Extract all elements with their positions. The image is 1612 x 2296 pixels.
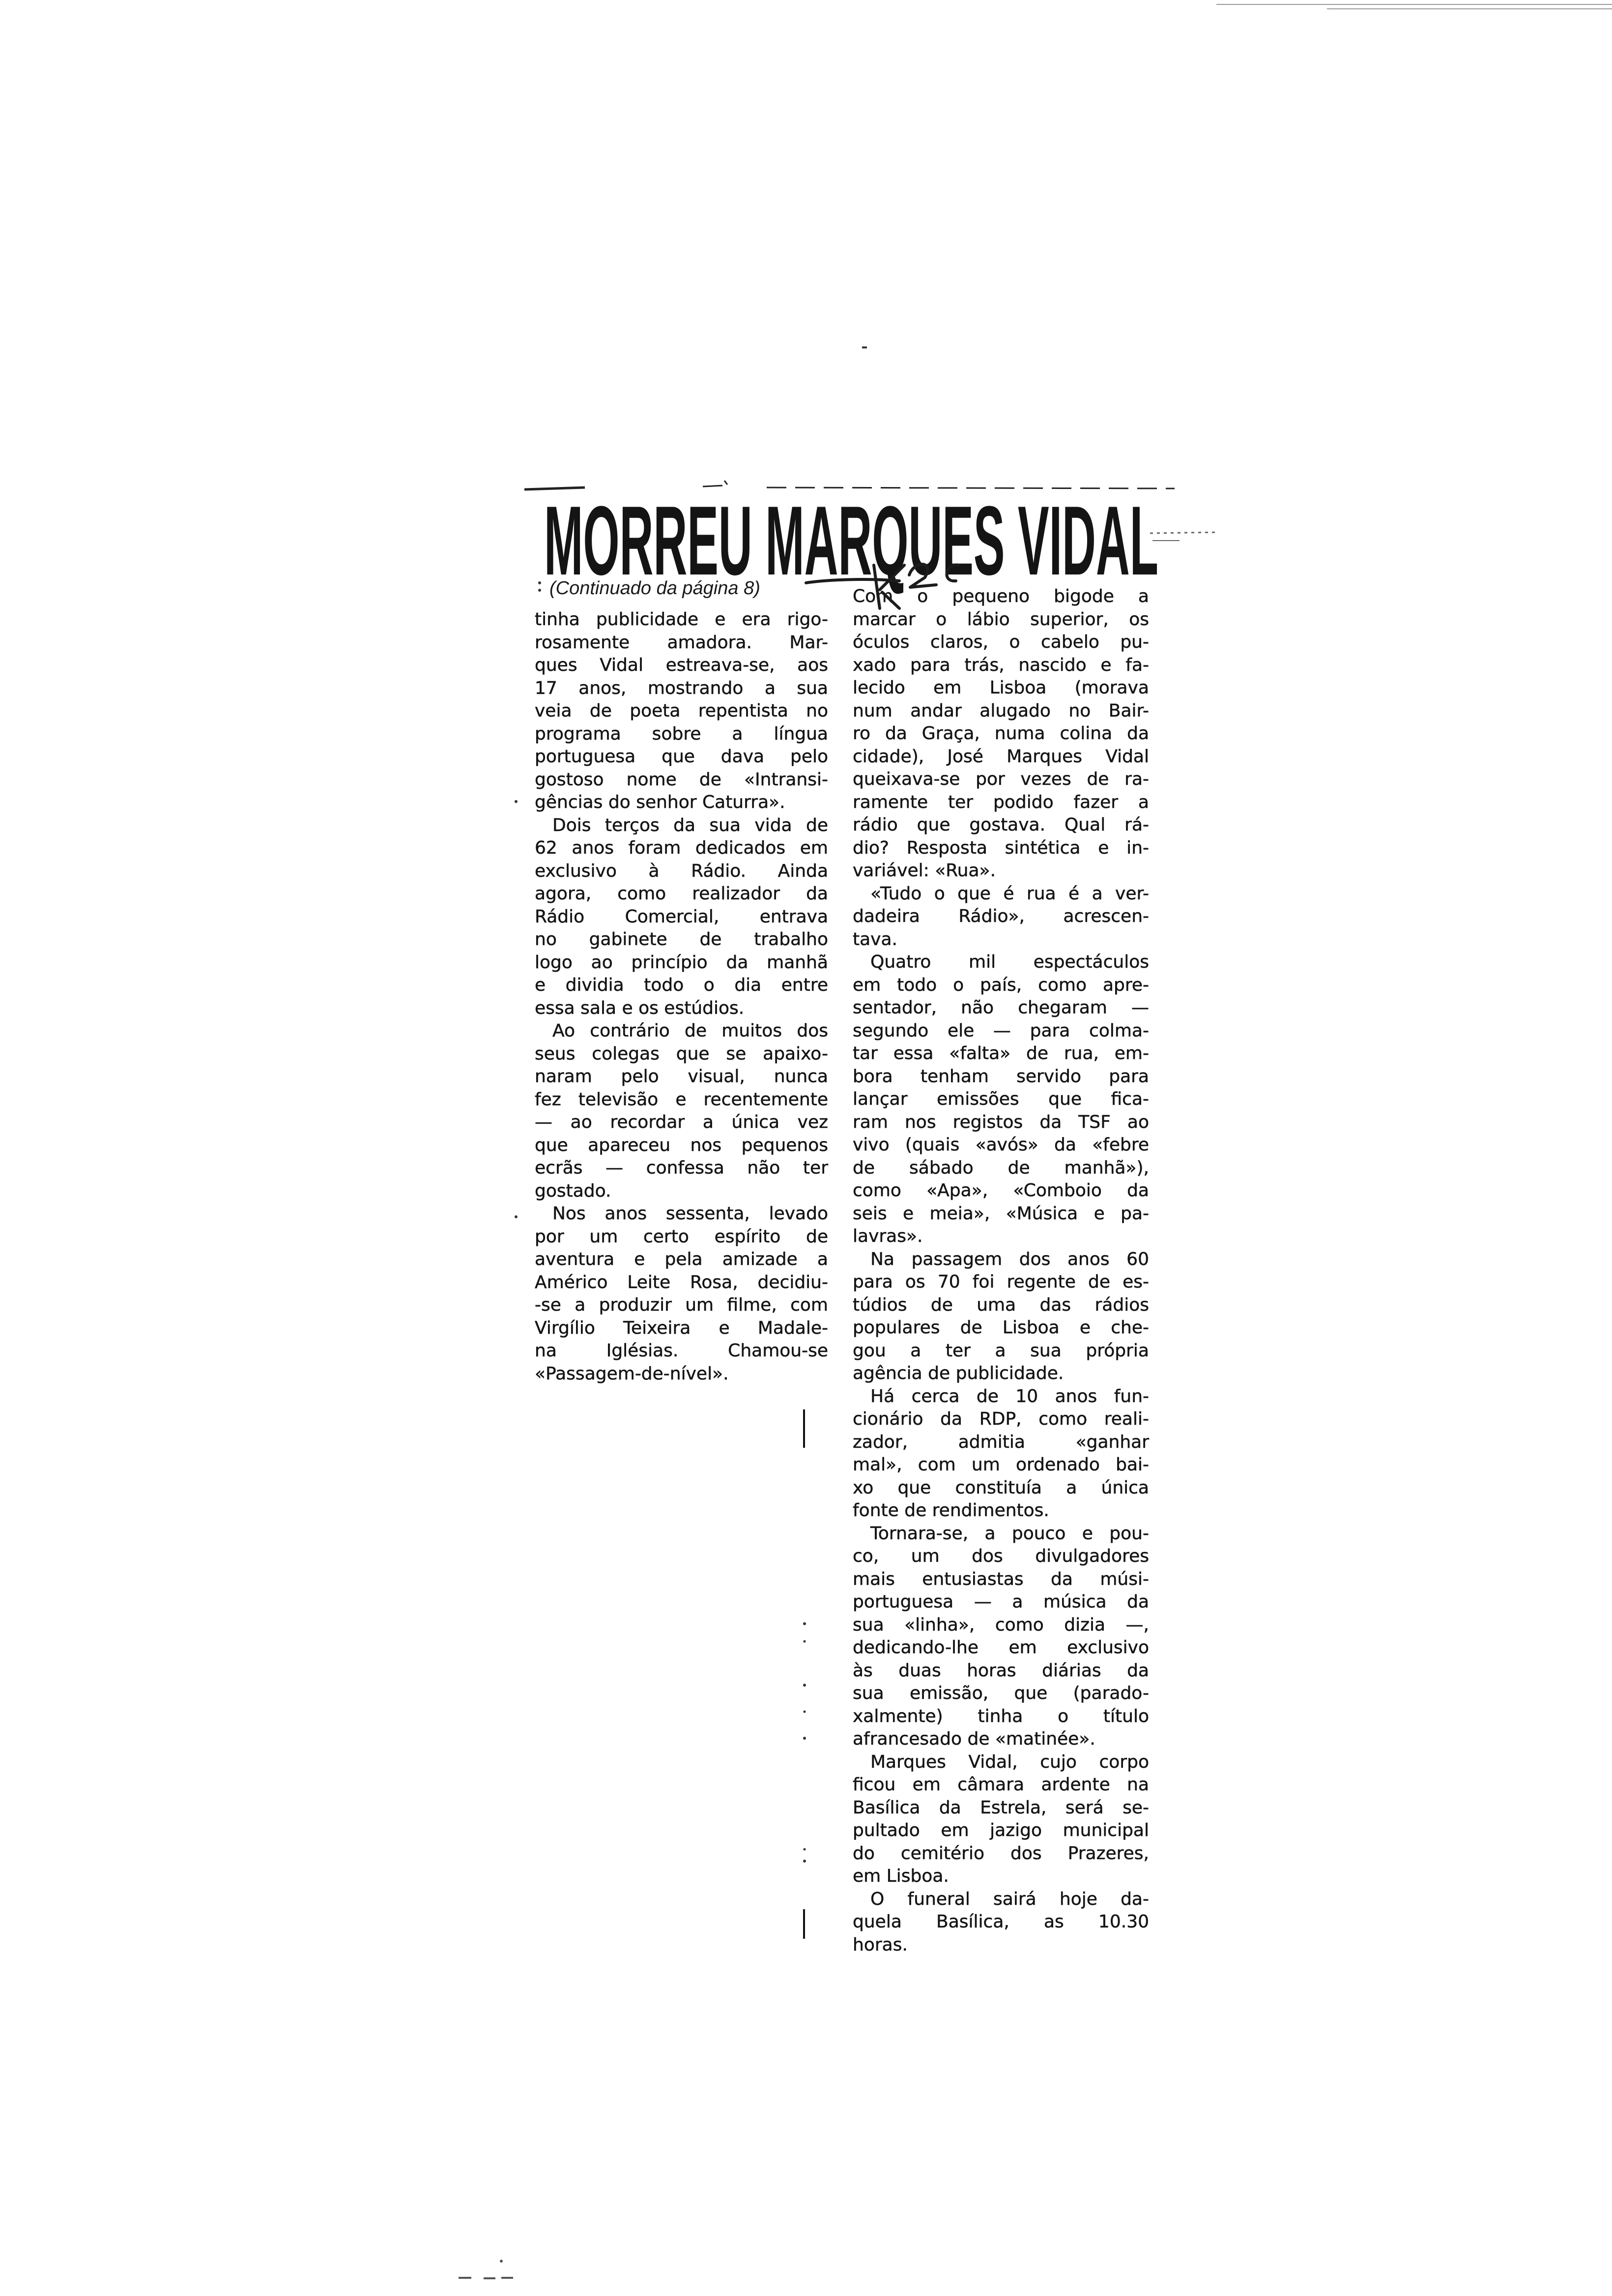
text-line: cidade), José Marques Vidal — [853, 746, 1149, 767]
text-line: xo que constituía a única — [853, 1477, 1149, 1498]
text-line: afrancesado de «matinée». — [853, 1729, 1095, 1749]
text-line: essa sala e os estúdios. — [535, 998, 745, 1018]
text-line: segundo ele — para colma- — [853, 1020, 1149, 1041]
text-line: ro da Graça, numa colina da — [853, 723, 1149, 744]
text-line: ficou em câmara ardente na — [853, 1775, 1149, 1795]
text-line: cionário da RDP, como reali- — [853, 1409, 1149, 1429]
text-line: ram nos registos da TSF ao — [853, 1112, 1149, 1132]
text-line: num andar alugado no Bair- — [853, 700, 1149, 721]
headline-text: MORREU MARQUES VIDAL — [544, 486, 1158, 596]
text-line: agência de publicidade. — [853, 1363, 1064, 1383]
text-line: bora tenham servido para — [853, 1066, 1149, 1087]
paragraph — [853, 1888, 1149, 1957]
text-line: veia de poeta repentista no — [535, 701, 828, 721]
paragraph — [853, 1248, 1149, 1385]
text-line: queixava-se por vezes de ra- — [853, 769, 1149, 789]
paragraph — [853, 1751, 1149, 1888]
text-line: marcar o lábio superior, os — [853, 609, 1149, 630]
text-line: programa sobre a língua — [535, 723, 828, 744]
text-line: sentador, não chegaram — — [853, 998, 1149, 1018]
text-line: fez televisão e recentemente — [535, 1089, 828, 1110]
text-line: sua emissão, que (parado- — [853, 1683, 1149, 1703]
text-line: ecrãs — confessa não ter — [535, 1158, 828, 1178]
text-line: seus colegas que se apaixo- — [535, 1043, 828, 1064]
text-line: e dividia todo o dia entre — [535, 975, 828, 995]
text-line: agora, como realizador da — [535, 884, 828, 904]
text-line: zador, admitia «ganhar — [853, 1432, 1149, 1452]
text-line: lançar emissões que fica- — [853, 1089, 1149, 1109]
text-line: «Passagem-de-nível». — [535, 1363, 729, 1384]
text-line: — ao recordar a única vez — [535, 1112, 828, 1132]
text-line: dio? Resposta sintética e in- — [853, 837, 1149, 858]
text-line: Nos anos sessenta, levado — [552, 1204, 828, 1224]
text-line: ramente ter podido fazer a — [853, 792, 1149, 812]
text-line: populares de Lisboa e che- — [853, 1318, 1149, 1338]
top-edge-lines — [1216, 4, 1612, 9]
paragraph — [853, 883, 1149, 951]
text-line: para os 70 foi regente de es- — [853, 1272, 1149, 1292]
text-line: por um certo espírito de — [535, 1226, 828, 1247]
text-line: 17 anos, mostrando a sua — [535, 678, 828, 698]
text-line: rádio que gostava. Qual rá- — [853, 815, 1149, 835]
right-column — [853, 585, 1149, 1956]
text-line: O funeral sairá hoje da- — [870, 1889, 1149, 1909]
text-line: fonte de rendimentos. — [853, 1500, 1049, 1521]
text-line: dedicando-lhe em exclusivo — [853, 1637, 1149, 1658]
text-line: túdios de uma das rádios — [853, 1294, 1149, 1315]
text-line: Quatro mil espectáculos — [870, 952, 1149, 972]
text-line: dadeira Rádio», acrescen- — [853, 906, 1149, 926]
text-line: Rádio Comercial, entrava — [535, 906, 828, 927]
text-line: de sábado de manhã»), — [853, 1157, 1149, 1178]
text-line: mais entusiastas da músi- — [853, 1569, 1149, 1589]
text-line: horas. — [853, 1934, 908, 1955]
text-line: 62 anos foram dedicados em — [535, 838, 828, 858]
text-line: em Lisboa. — [853, 1866, 949, 1886]
paragraph — [535, 608, 828, 814]
text-line: Com o pequeno bigode a — [853, 586, 1149, 606]
text-line: tinha publicidade e era rigo- — [535, 609, 828, 630]
text-line: co, um dos divulgadores — [853, 1546, 1149, 1566]
paragraph — [535, 1203, 828, 1385]
text-line: em todo o país, como apre- — [853, 975, 1149, 995]
text-line: Dois terços da sua vida de — [552, 815, 828, 835]
text-line: tava. — [853, 929, 897, 949]
text-line: ques Vidal estreava-se, aos — [535, 655, 828, 675]
text-line: óculos claros, o cabelo pu- — [853, 632, 1149, 652]
text-line: Basílica da Estrela, será se- — [853, 1797, 1149, 1818]
text-line: vivo (quais «avós» da «febre — [853, 1135, 1149, 1155]
left-column — [535, 608, 828, 1385]
text-line: lecido em Lisboa (morava — [853, 678, 1149, 698]
text-line: variável: «Rua». — [853, 861, 996, 881]
text-line: exclusivo à Rádio. Ainda — [535, 861, 828, 881]
text-line: xalmente) tinha o título — [853, 1706, 1149, 1726]
text-line: lavras». — [853, 1226, 923, 1246]
paragraph — [853, 585, 1149, 883]
text-line: quela Basílica, as 10.30 — [853, 1912, 1149, 1932]
text-line: logo ao princípio da manhã — [535, 952, 828, 973]
text-line: seis e meia», «Música e pa- — [853, 1203, 1149, 1224]
paragraph — [853, 1522, 1149, 1751]
text-line: que apareceu nos pequenos — [535, 1135, 828, 1155]
paragraph — [853, 1385, 1149, 1522]
text-line: sua «linha», como dizia —, — [853, 1614, 1149, 1635]
text-line: xado para trás, nascido e fa- — [853, 655, 1149, 675]
text-line: Na passagem dos anos 60 — [870, 1249, 1149, 1269]
continuation-note: (Continuado da página 8) — [549, 578, 760, 599]
text-line: aventura e pela amizade a — [535, 1249, 828, 1269]
text-line: Tornara-se, a pouco e pou- — [870, 1523, 1149, 1544]
text-line: no gabinete de trabalho — [535, 929, 828, 949]
text-line: gências do senhor Caturra». — [535, 792, 785, 812]
paragraph — [535, 1020, 828, 1203]
text-line: -se a produzir um filme, com — [535, 1295, 828, 1315]
text-line: Ao contrário de muitos dos — [552, 1021, 828, 1041]
text-line: tar essa «falta» de rua, em- — [853, 1043, 1149, 1063]
paragraph — [853, 951, 1149, 1248]
text-line: Há cerca de 10 anos fun- — [870, 1386, 1149, 1406]
text-line: pultado em jazigo municipal — [853, 1820, 1149, 1840]
text-line: às duas horas diárias da — [853, 1660, 1149, 1681]
text-line: como «Apa», «Comboio da — [853, 1180, 1149, 1201]
text-line: do cemitério dos Prazeres, — [853, 1843, 1149, 1864]
text-line: na Iglésias. Chamou-se — [535, 1341, 828, 1361]
text-line: «Tudo o que é rua é a ver- — [870, 883, 1149, 904]
text-line: naram pelo visual, nunca — [535, 1066, 828, 1087]
text-line: Marques Vidal, cujo corpo — [870, 1751, 1149, 1772]
text-line: Virgílio Teixeira e Madale- — [535, 1318, 828, 1338]
text-line: rosamente amadora. Mar- — [535, 632, 828, 653]
text-line: portuguesa — a música da — [853, 1592, 1149, 1612]
text-line: mal», com um ordenado bai- — [853, 1455, 1149, 1475]
paragraph — [535, 814, 828, 1020]
text-line: gostoso nome de «Intransi- — [535, 769, 828, 790]
text-line: Américo Leite Rosa, decidiu- — [535, 1272, 828, 1292]
text-line: gou a ter a sua própria — [853, 1340, 1149, 1361]
text-line: portuguesa que dava pelo — [535, 746, 828, 767]
text-line: gostado. — [535, 1180, 611, 1201]
